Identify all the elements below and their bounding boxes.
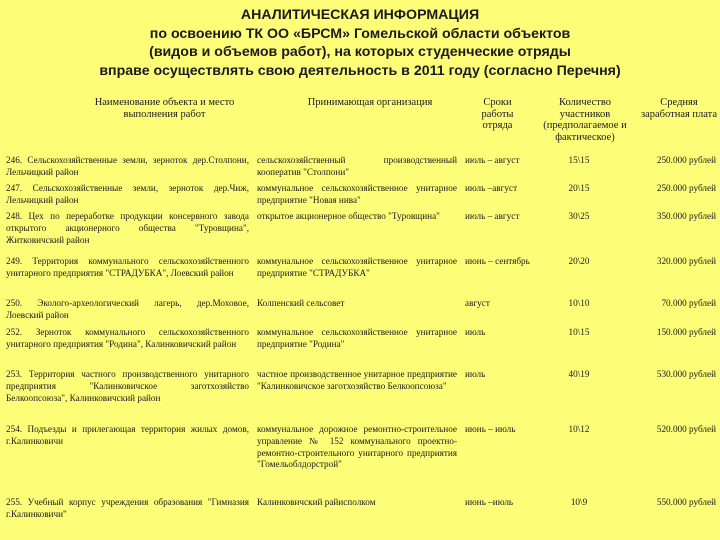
header-count: Количество участников (предполагаемое и фактическое) [543, 97, 627, 143]
cell-count: 20\20 [568, 256, 590, 266]
title-line-2: по освоению ТК ОО «БРСМ» Гомельской области объектов [149, 25, 571, 42]
cell-count: 10\12 [568, 424, 590, 434]
cell-organization: коммунальное сельскохозяйственное унитарное предприятие "СТРАДУБКА" [257, 256, 457, 278]
cell-salary: 520.000 рублей [656, 424, 716, 434]
header-period: Сроки работы отряда [481, 97, 514, 131]
document-title [0, 6, 720, 80]
cell-salary: 250.000 рублей [656, 155, 716, 165]
cell-object: 254. Подъезды и прилегающая территория жилых домов, г.Калинковичи [6, 424, 249, 446]
cell-period: июль – август [465, 211, 520, 221]
cell-salary: 530.000 рублей [656, 369, 716, 379]
cell-period: июнь – июль [465, 424, 516, 434]
cell-organization: Калинковичский райисполком [257, 497, 376, 507]
cell-period: июнь – сентябрь [465, 256, 530, 266]
cell-period: август [465, 298, 490, 308]
title-line-3: (видов и объемов работ), на которых студенческие отряды [149, 44, 571, 60]
cell-count: 10\10 [568, 298, 590, 308]
cell-period: июль [465, 369, 486, 379]
cell-salary: 350.000 рублей [656, 211, 716, 221]
cell-salary: 550.000 рублей [656, 497, 716, 507]
cell-salary: 70.000 рублей [661, 298, 716, 308]
cell-organization: Колпенский сельсовет [257, 298, 345, 308]
cell-object: 249. Территория коммунального сельскохозяйственного унитарного предприятия "СТРАДУБКА", Лоевский район [6, 256, 249, 278]
cell-count: 15\15 [568, 155, 590, 165]
cell-object: 255. Учебный корпус учреждения образования "Гимназия г.Калинковичи" [6, 497, 249, 519]
title-line-1: АНАЛИТИЧЕСКАЯ ИНФОРМАЦИЯ [240, 7, 480, 23]
cell-salary: 320.000 рублей [656, 256, 716, 266]
cell-count: 20\15 [568, 183, 590, 193]
cell-count: 10\9 [570, 497, 588, 507]
cell-organization: открытое акционерное общество "Туровщина" [257, 211, 440, 221]
cell-object: 252. Зерноток коммунального сельскохозяйственного унитарного предприятия "Родина", Калинковичский район [6, 327, 249, 349]
cell-organization: частное производственное унитарное предприятие "Калинковичское заготхозяйство Белкоопсоюза" [257, 369, 457, 391]
cell-salary: 250.000 рублей [656, 183, 716, 193]
cell-organization: коммунальное дорожное ремонтно-строительное управление № 152 коммунального проектно-ремонтно-строительного унитарного предприятия "Гомельоблдорстрой" [257, 424, 457, 470]
header-salary: Средняя заработная плата [640, 97, 718, 120]
cell-count: 10\15 [568, 327, 590, 337]
cell-period: июль –август [465, 183, 518, 193]
cell-object: 250. Эколого-археологический лагерь, дер.Моховое, Лоевский район [6, 298, 249, 320]
cell-object: 248. Цех по переработке продукции консервного завода открытого акционерного общества "Туровщина", Житковичский район [6, 211, 249, 245]
cell-count: 40\19 [568, 369, 590, 379]
cell-object: 247. Сельскохозяйственные земли, зерноток дер.Чиж, Лельчицкий район [6, 183, 249, 205]
cell-salary: 150.000 рублей [656, 327, 716, 337]
cell-period: июль – август [465, 155, 520, 165]
cell-period: июль [465, 327, 486, 337]
cell-object: 253. Территория частного производственного унитарного предприятия "Калинковичское заготхозяйство Белкоопсоюза", Калинковичский район [6, 369, 249, 403]
title-line-4: вправе осуществлять свою деятельность в 2011 году (согласно Перечня) [99, 62, 621, 79]
cell-period: июнь –июль [465, 497, 514, 507]
cell-organization: коммунальное сельскохозяйственное унитарное предприятие "Родина" [257, 327, 457, 349]
cell-organization: сельскохозяйственный производственный кооператив "Столпони" [257, 155, 457, 177]
header-object: Наименование объекта и место выполнения работ [94, 97, 235, 120]
header-organization: Принимающая организация [307, 97, 433, 108]
cell-count: 30\25 [568, 211, 590, 221]
cell-object: 246. Сельскохозяйственные земли, зерноток дер.Столпони, Лельчицкий район [6, 155, 249, 177]
cell-organization: коммунальное сельскохозяйственное унитарное предприятие "Новая нива" [257, 183, 457, 205]
